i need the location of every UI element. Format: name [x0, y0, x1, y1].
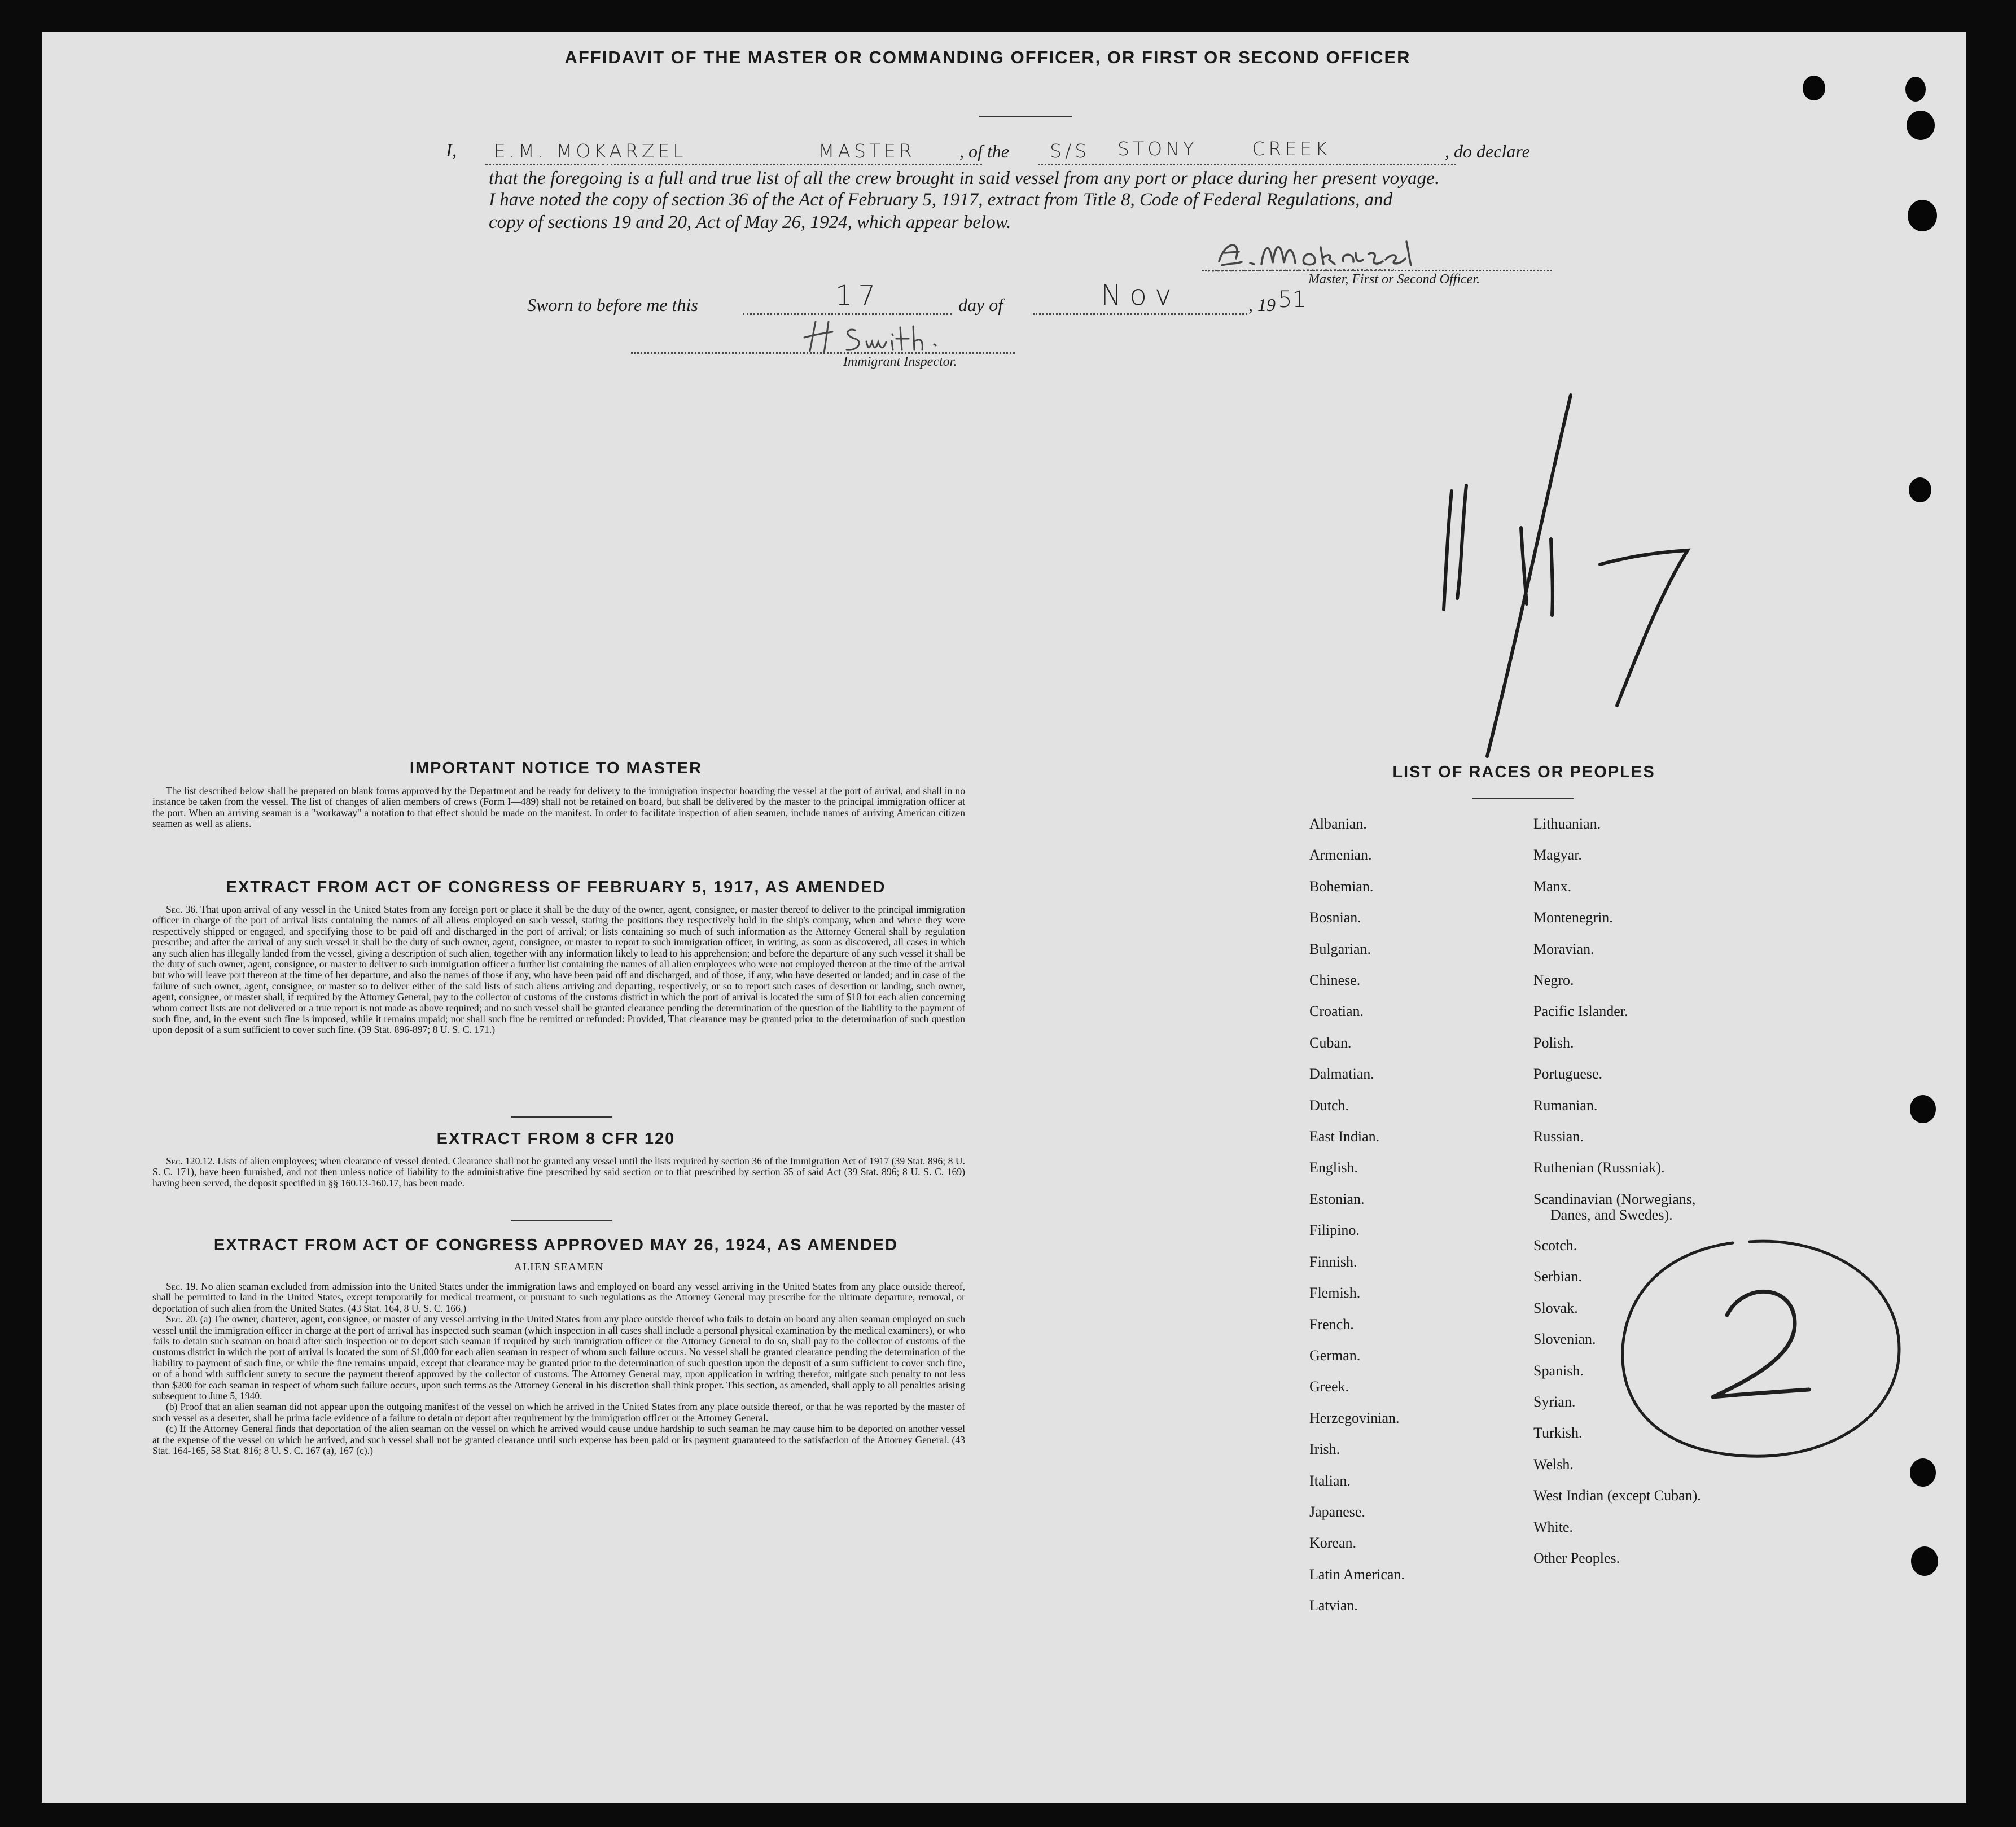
race-item: Irish.: [1309, 1441, 1340, 1458]
extract-1924-heading: EXTRACT FROM ACT OF CONGRESS APPROVED MAY 26, 1924, AS AMENDED: [213, 1236, 899, 1254]
extract-cfr-body: [152, 1156, 965, 1189]
race-item: Bohemian.: [1309, 878, 1374, 895]
race-item: Chinese.: [1309, 972, 1361, 989]
punch-hole: [1909, 477, 1931, 502]
race-item: Scandinavian (Norwegians,: [1533, 1190, 1696, 1207]
race-item: Ruthenian (Russniak).: [1533, 1159, 1665, 1176]
sworn-day-field: 17: [835, 280, 882, 312]
race-item: Montenegrin.: [1533, 909, 1613, 926]
of-the-label: , of the: [959, 141, 1009, 161]
dotted-line: [485, 164, 604, 165]
race-item: Russian.: [1533, 1128, 1584, 1145]
races-column-1: [1309, 808, 1405, 1622]
section-rule: [511, 1220, 612, 1221]
race-item: Syrian.: [1533, 1393, 1576, 1410]
extract-1917-heading: EXTRACT FROM ACT OF CONGRESS OF FEBRUARY 5, 1917, AS AMENDED: [226, 878, 886, 896]
race-item: Japanese.: [1309, 1503, 1365, 1520]
inspector-label: Immigrant Inspector.: [843, 354, 957, 369]
sworn-label: Sworn to before me this: [527, 295, 698, 315]
race-item: French.: [1309, 1316, 1354, 1333]
race-item: Welsh.: [1533, 1456, 1574, 1473]
race-item: Turkish.: [1533, 1425, 1583, 1442]
punch-hole: [1803, 76, 1825, 100]
year-prefix-label: , 19: [1248, 295, 1276, 315]
race-item: Italian.: [1309, 1472, 1351, 1489]
master-name-field: E.M. MOKARZEL: [494, 140, 687, 162]
race-item: Croatian.: [1309, 1003, 1364, 1020]
race-item: Manx.: [1533, 878, 1572, 895]
race-item: Armenian.: [1309, 847, 1372, 864]
sworn-year-field: 51: [1278, 287, 1307, 313]
race-item: Dutch.: [1309, 1097, 1349, 1114]
race-item: Herzegovinian.: [1309, 1409, 1400, 1426]
race-item: Other Peoples.: [1533, 1549, 1620, 1566]
dotted-line: [631, 352, 1015, 354]
alien-seamen-subheading: ALIEN SEAMEN: [514, 1261, 604, 1273]
race-item: Pacific Islander.: [1533, 1003, 1628, 1020]
race-item: Spanish.: [1533, 1362, 1584, 1379]
sec-120-label: Sec. 120.12.: [166, 1155, 215, 1167]
do-declare-label: , do declare: [1445, 141, 1530, 161]
race-item: Magyar.: [1533, 847, 1582, 864]
punch-hole: [1908, 200, 1937, 231]
punch-hole: [1910, 1095, 1936, 1123]
race-item: West Indian (except Cuban).: [1533, 1487, 1701, 1504]
master-signature-label: Master, First or Second Officer.: [1308, 272, 1480, 287]
affidavit-heading: AFFIDAVIT OF THE MASTER OR COMMANDING OFFICER, OR FIRST OR SECOND OFFICER: [564, 47, 1411, 67]
race-item: Serbian.: [1533, 1268, 1582, 1285]
races-heading: LIST OF RACES OR PEOPLES: [1392, 763, 1655, 781]
sec-36-text: That upon arrival of any vessel in the United States from any foreign port or place it shall be the duty of the owner, agent, consignee, or master thereof to deliver to the principal immigration officer in charge of the port of arrival lists containing the names of all aliens employed on such vessel, stating the positions they respectively hold in the ship's company, when and where they were respectively shipped or engaged, and specifying those to be paid off and discharged in the port of arrival; or lists containing so much of such information as the Attorney General shall by regulation prescribe; and after the arrival of any such vessel it shall be the duty of such owner, agent, consignee, or master to report to such immigration officer, in writing, as soon as discovered, all cases in which any such alien has illegally landed from the vessel, giving a description of such alien, together with any information likely to lead to his apprehension; and before the departure of any such vessel it shall be the duty of such owner, agent, consignee, or master to deliver to such immigration officer a further list containing the names of all alien employees who were not employed thereon at the time of the arrival but who will leave port thereon at the time of her departure, and also the names of those if any, who have been paid off and discharged, and of those, if any, who have deserted or landed; and in case of the failure of such owner, agent, consignee, or master so to deliver either of the said lists of such aliens arriving and departing, respectively, or so to report such cases of desertion or landing, such owner, agent, consignee, or master shall, if required by the Attorney General, pay to the collector of customs of the customs district in which the port of arrival is located the sum of $10 for each alien concerning whom correct lists are not delivered or a true report is not made as above required; and no such vessel shall be granted clearance pending the determination of the question of the liability to the payment of such fine, and, in the event such fine is imposed, while it remains unpaid; nor shall such fine be remitted or refunded: Provided, That clearance may be granted prior to the determination of such question upon deposit of a sum sufficient to cover such fine. (39 Stat. 896-897; 8 U. S. C. 171.): [152, 904, 965, 1036]
declaration-line-3: I have noted the copy of section 36 of the Act of February 5, 1917, extract from Title 8, Code of Federal Regulations, and: [489, 190, 1393, 210]
race-item: German.: [1309, 1347, 1361, 1364]
vessel-prefix-field: S/S: [1050, 140, 1090, 162]
declaration-line-4: copy of sections 19 and 20, Act of May 26, 1924, which appear below.: [489, 212, 1011, 233]
sec-20a-text: (a) The owner, charterer, agent, consignee, or master of any vessel arriving in the United States from any place outside thereof who fails to detain on board any alien seaman employed on such vessel until the immigration officer in charge at the port of arrival has inspected such seaman (which inspection in all cases shall include a personal physical examination by the medical examiners), or who fails to detain such seaman on board after such inspection or to deport such seaman if required by such immigration officer or the Attorney General to do so, shall pay to the collector of customs of the customs district in which the port of arrival is located the sum of $1,000 for each alien seaman in respect of whom such failure occurs. No vessel shall be granted clearance pending the determination of the liability to payment of such fine, or while the fine remains unpaid, except that clearance may be granted prior to the determination of such question upon the deposit of a sum sufficient to cover such fine, or of a bond with sufficient surety to secure the payment thereof approved by the collector of customs. The Attorney General may, upon application in writing therefor, mitigate such penalty to not less than $200 for each seaman in respect of whom such failure occurs, upon such terms as the Attorney General in his discretion shall think proper. This section, as amended, shall apply to all penalties arising subsequent to June 5, 1940.: [152, 1313, 965, 1402]
sworn-month-field: Nov: [1101, 279, 1180, 312]
race-item: Slovenian.: [1533, 1331, 1596, 1348]
race-item: East Indian.: [1309, 1128, 1380, 1145]
race-item: Estonian.: [1309, 1190, 1365, 1207]
race-item: Bosnian.: [1309, 909, 1361, 926]
extract-1917-body: [152, 904, 965, 1036]
race-item: Bulgarian.: [1309, 940, 1371, 957]
races-rule: [1472, 798, 1574, 799]
race-item: Dalmatian.: [1309, 1066, 1374, 1083]
race-item: Korean.: [1309, 1535, 1357, 1552]
race-item: Cuban.: [1309, 1034, 1352, 1051]
extract-cfr-heading: EXTRACT FROM 8 CFR 120: [436, 1130, 676, 1148]
sec-36-label: Sec. 36.: [166, 904, 198, 915]
declaration-line-2: that the foregoing is a full and true list of all the crew brought in said vessel from any port or place during her present voyage.: [489, 168, 1440, 189]
race-item: Polish.: [1533, 1034, 1574, 1051]
race-item: Moravian.: [1533, 940, 1594, 957]
section-rule: [511, 1116, 612, 1118]
vessel-name-field: STONY CREEK: [1117, 138, 1331, 160]
sec-120-text: Lists of alien employees; when clearance of vessel denied. Clearance shall not be granted any vessel until the lists required by section 36 of the Immigration Act of 1917 (39 Stat. 896; 8 U. S. C. 171), have been furnished, and not then unless notice of liability to the administrative fine prescribed by said section or to that prescribed by section 35 of said Act (39 Stat. 896; 8 U. S. C. 169) having been served, the deposit specified in §§ 160.13-160.17, has been made.: [152, 1155, 965, 1189]
circled-number-mark: [1614, 1230, 1908, 1467]
race-item: Lithuanian.: [1533, 816, 1601, 832]
race-item: Slovak.: [1533, 1299, 1578, 1316]
race-item: Filipino.: [1309, 1222, 1360, 1239]
sec-20-label: Sec. 20.: [166, 1313, 198, 1325]
sec-20c-text: (c) If the Attorney General finds that deportation of the alien seaman on the vessel on which he arrived would cause undue hardship to such seaman he may cause him to be deported on another vessel at the expense of the vessel on which he arrived, and such vessel shall not be granted clearance until such expense has been paid or its payment guaranteed to the satisfaction of the Attorney General. (43 Stat. 164-165, 58 Stat. 816; 8 U. S. C. 167 (a), 167 (c).): [152, 1423, 965, 1457]
dotted-line: [1038, 164, 1456, 165]
race-item: Latvian.: [1309, 1597, 1358, 1614]
race-item: Albanian.: [1309, 816, 1367, 832]
sec-19-text: No alien seaman excluded from admission into the United States under the immigration laws and employed on board any vessel arriving in the United States from any place outside thereof, shall be permitted to land in the United States, except temporarily for medical treatment, or pursuant to such regulations as the Attorney General may prescribe for the ultimate departure, removal, or deportation of such alien from the United States. (43 Stat. 164, 8 U. S. C. 166.): [152, 1281, 965, 1314]
race-item: White.: [1533, 1518, 1574, 1535]
dotted-line: [743, 313, 952, 315]
heading-rule: [979, 116, 1072, 117]
race-item: Danes, and Swedes).: [1550, 1206, 1673, 1223]
sec-20b-text: (b) Proof that an alien seaman did not appear upon the outgoing manifest of the vessel on which he arrived in the United States from any place outside thereof, or that he was reported by the master of such vessel as a deserter, shall be prima facie evidence of a failure to detain or deport after requirement by the immigration officer or the Attorney General.: [152, 1401, 965, 1423]
punch-hole: [1911, 1546, 1938, 1576]
dotted-line: [1033, 313, 1247, 315]
punch-hole: [1907, 111, 1935, 140]
race-item: Negro.: [1533, 972, 1574, 989]
race-item: Rumanian.: [1533, 1097, 1598, 1114]
date-mark-handwritten: [1400, 384, 1750, 768]
rank-field: MASTER: [818, 140, 915, 162]
race-item: Greek.: [1309, 1378, 1349, 1395]
punch-hole: [1905, 77, 1926, 102]
notice-heading: IMPORTANT NOTICE TO MASTER: [409, 759, 703, 777]
race-item: English.: [1309, 1159, 1358, 1176]
race-item: Scotch.: [1533, 1237, 1577, 1254]
day-of-label: day of: [958, 295, 1003, 315]
race-item: Flemish.: [1309, 1285, 1361, 1302]
sec-19-label: Sec. 19.: [166, 1281, 198, 1292]
race-item: Latin American.: [1309, 1566, 1405, 1583]
declaration-line-1: I,: [446, 141, 457, 161]
race-item: Finnish.: [1309, 1253, 1357, 1270]
extract-1924-body: [152, 1281, 965, 1457]
race-item: Portuguese.: [1533, 1066, 1603, 1083]
notice-body: The list described below shall be prepared on blank forms approved by the Department and be ready for delivery to the immigration inspector boarding the vessel at the port of arrival, and shall in no instance be taken from the vessel. The list of changes of alien members of crews (Form I—489) shall not be retained on board, but shall be delivered by the master to the principal immigration officer at the port. When an arriving seaman is a "workaway" a notation to that effect should be made on the manifest. In order to facilitate inspection of alien seamen, include names of arriving American citizen seamen as well as aliens.: [152, 785, 965, 830]
dotted-line: [607, 164, 982, 165]
punch-hole: [1910, 1458, 1936, 1487]
dotted-line: [1202, 270, 1552, 271]
